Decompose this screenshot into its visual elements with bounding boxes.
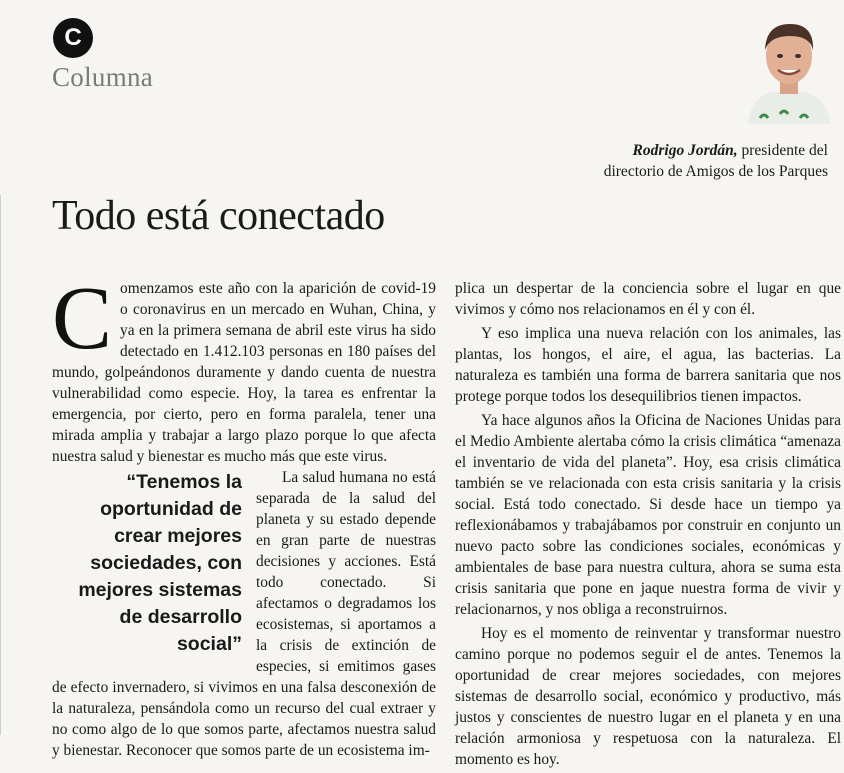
column-badge: C bbox=[53, 18, 93, 58]
author-name: Rodrigo Jordán, bbox=[632, 142, 738, 159]
paragraph-2-text: La salud humana no está separada de la salud del planeta y su estado depende en gran parte de nuestras decisiones y acciones. Está todo conectado. Si afectamos o degradamos los ecosistemas, si aportamos a la crisis de extinción de especies, si emitimos gases de efecto invernadero, si vivimos en una falsa desconexión de la naturaleza, pensándola como un recurso del cual extraer y no como algo de lo que somos parte, afectamos nuestra salud y bienestar. Reconocer que somos parte de un ecosistema im- bbox=[52, 469, 436, 759]
paragraph-3: plica un despertar de la conciencia sobre el lugar en que vivimos y cómo nos relacionamos en él y con él. bbox=[455, 280, 841, 318]
author-photo bbox=[740, 14, 836, 124]
column-1 bbox=[52, 269, 436, 761]
paragraph-5: Ya hace algunos años la Oficina de Naciones Unidas para el Medio Ambiente alertaba cómo la crisis climática “amenaza el inventario de vida del planeta”. Hoy, esa crisis climática también se ve relacionada con esta crisis sanitaria y la crisis social. Está todo conectado. Si desde hace un tiempo ya reflexionábamos y trabajábamos por construir en conjunto un nuevo pacto sobre las condiciones sociales, económicas y ambientales de base para nuestra cultura, ahora se suma esta crisis sanitaria que pone en jaque nuestra forma de vivir y relacionarnos, y nos obliga a reconstruirnos. bbox=[455, 412, 841, 618]
author-role-line2: directorio de Amigos de los Parques bbox=[603, 163, 828, 180]
pull-quote: “Tenemos la oportunidad de crear mejores sociedades, con mejores sistemas de desarrollo social” bbox=[78, 471, 242, 655]
section-label: Columna bbox=[52, 62, 154, 92]
left-rule bbox=[0, 195, 1, 735]
paragraph-4: Y eso implica una nueva relación con los animales, las plantas, los hongos, el aire, el agua, las bacterias. La naturaleza es también una forma de barrera sanitaria que nos protege porque todos los desequilibrios tienen impactos. bbox=[455, 325, 841, 405]
author-credit bbox=[604, 140, 828, 182]
paragraph-1-text: omenzamos este año con la aparición de covid-19 o coronavirus en un mercado en Wuhan, China, y ya en la primera semana de abril este virus ha sido detectado en 1.412.103 personas en 180 países del mundo, golpeándonos duramente y dando cuenta de nuestra vulnerabilidad como especie. Hoy, la tarea es enfrentar la emergencia, por cierto, pero en forma paralela, tener una mirada amplia y trabajar a largo plazo porque lo que afecta nuestra salud y bienestar es mucho más que este virus. bbox=[52, 280, 436, 465]
column-2 bbox=[455, 278, 841, 773]
drop-cap: C bbox=[52, 269, 113, 368]
author-role-line1: presidente del bbox=[737, 142, 828, 159]
paragraph-6: Hoy es el momento de reinventar y transformar nuestro camino porque no podemos seguir el de antes. Tenemos la oportunidad de crear mejores sociedades, con mejores sistemas de desarrollo social, económico y productivo, más justos y conscientes de nuestro lugar en el planeta y en una relación armoniosa y respetuosa con la naturaleza. El momento es hoy. bbox=[455, 625, 841, 768]
paragraph-1 bbox=[52, 269, 436, 467]
headline: Todo está conectado bbox=[52, 193, 385, 239]
